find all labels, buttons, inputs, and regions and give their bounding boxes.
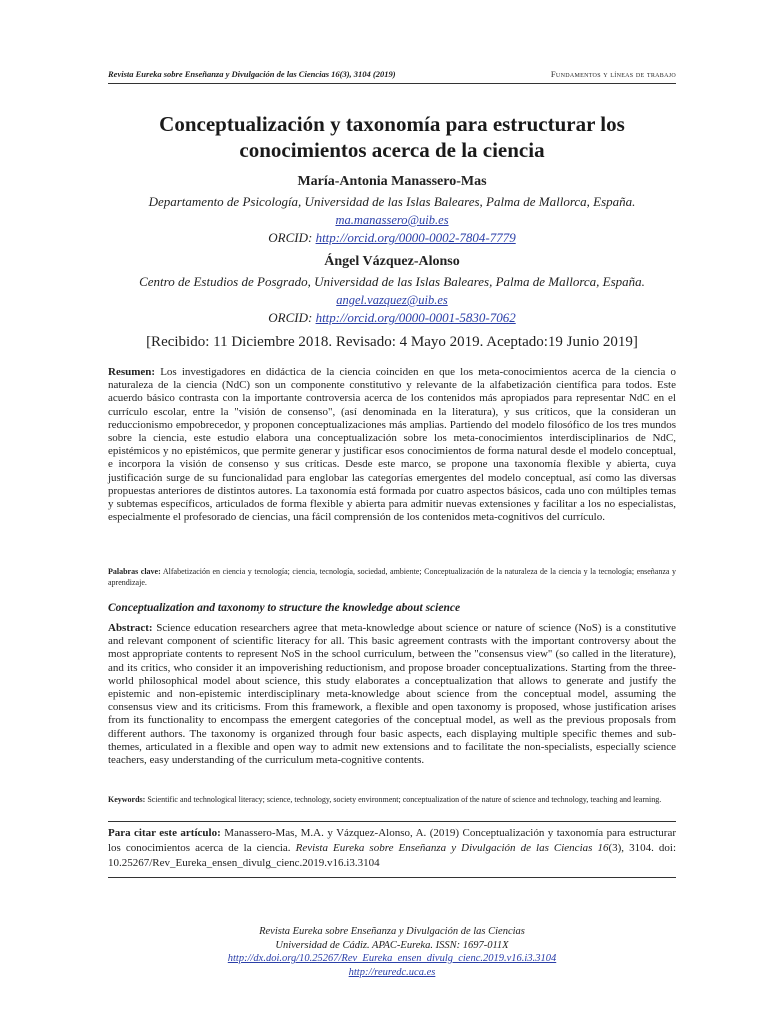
citation-issue: (3), 3104. [608, 842, 654, 854]
keywords-text: Scientific and technological literacy; science, technology, society environment; conceptualization of the nature of science and technology, teaching and learning. [147, 795, 662, 804]
author-email-link[interactable]: angel.vazquez@uib.es [336, 293, 448, 307]
submission-dates: [Recibido: 11 Diciembre 2018. Revisado: 4 Mayo 2019. Aceptado:19 Junio 2019] [146, 334, 638, 350]
article-title: Conceptualización y taxonomía para estructurar los conocimientos acerca de la ciencia [159, 112, 625, 162]
author-orcid [108, 229, 676, 247]
author-affiliation: Centro de Estudios de Posgrado, Universidad de las Islas Baleares, Palma de Mallorca, España. [139, 274, 645, 289]
author-affiliation: Departamento de Psicología, Universidad de las Islas Baleares, Palma de Mallorca, España. [148, 194, 636, 209]
resumen-label: Resumen: [108, 366, 156, 378]
citation-block [108, 826, 676, 871]
abstract-paragraph [108, 622, 676, 767]
palabras-clave-label: Palabras clave: [108, 567, 161, 576]
palabras-clave-text: Alfabetización en ciencia y tecnología; ciencia, tecnología, sociedad, ambiente; Conceptualización de la naturaleza de la ciencia y la tecnología; enseñanza y aprendizaje. [108, 567, 677, 587]
abstract-text: Science education researchers agree that meta-knowledge about science or nature of science (NoS) is a constitutive and relevant component of scientific literacy for all. This basic agreement contrasts with the important controversy about the most appropriate contents to represent NoS in the school curriculum, between the "consensus view" (so called in the literature), and its critics, who consider it an impoverishing reductionism, and propose broader conceptualizations. Starting from the three-world philosophical model about science, this study elaborates a conceptualization that allows to generate and justify the epistemic and non-epistemic interdisciplinary meta-knowledge about science from the conceptual model, assuming the consensus view and its criticisms. From this framework, a flexible and open taxonomy is proposed, whose justification arises from its functionality to encompass the emergent categories of the conceptual model, as well as the previous proposals from different authors. The taxonomy is organized through four basic aspects, each displaying multiple specific themes and sub-themes, articulated in a flexible and open way to admit new extensions and to facilitate the non-specialists, especially science teachers, easy understanding of the curriculum meta-cognitive contents. [108, 622, 676, 767]
running-head-journal: Revista Eureka sobre Enseñanza y Divulgación de las Ciencias 16(3), 3104 (2019) [108, 69, 396, 79]
orcid-label: ORCID: [268, 310, 313, 325]
abstract-label: Abstract: [108, 622, 153, 634]
orcid-link[interactable]: http://orcid.org/0000-0002-7804-7779 [315, 230, 516, 245]
orcid-link[interactable]: http://orcid.org/0000-0001-5830-7062 [315, 310, 516, 325]
footer-publisher: Universidad de Cádiz. APAC-Eureka. ISSN: 1697-011X [275, 939, 509, 951]
resumen-paragraph [108, 366, 676, 524]
header-divider [108, 83, 676, 84]
citation-bottom-divider [108, 877, 676, 878]
keywords-label: Keywords: [108, 795, 146, 804]
citation-journal: Revista Eureka sobre Enseñanza y Divulgación de las Ciencias 16 [295, 842, 609, 854]
author-orcid [108, 309, 676, 327]
author-block-1 [108, 174, 676, 247]
citation-top-divider [108, 821, 676, 822]
author-email-link[interactable]: ma.manassero@uib.es [335, 213, 449, 227]
footer-doi-link[interactable]: http://dx.doi.org/10.25267/Rev_Eureka_ensen_divulg_cienc.2019.v16.i3.3104 [227, 953, 557, 964]
author-name: Ángel Vázquez-Alonso [324, 254, 460, 269]
footer-site-link[interactable]: http://reuredc.uca.es [348, 966, 436, 978]
citation-doi: doi: 10.25267/Rev_Eureka_ensen_divulg_cienc.2019.v16.i3.3104 [108, 842, 677, 869]
author-block-2 [108, 254, 676, 327]
author-name: María-Antonia Manassero-Mas [297, 174, 487, 189]
running-head [108, 69, 676, 79]
running-head-section: Fundamentos y líneas de trabajo [550, 69, 676, 79]
palabras-clave [108, 566, 676, 588]
footer-journal-name: Revista Eureka sobre Enseñanza y Divulgación de las Ciencias [259, 926, 525, 937]
page-footer [108, 925, 676, 979]
resumen-text: Los investigadores en didáctica de la ciencia coinciden en que los meta-conocimientos acerca de la ciencia o naturaleza de la ciencia (NdC) son un componente constitutivo y relevante de la alfabetización científica para todos. Este acuerdo básico contrasta con la importante controversia acerca de los contenidos más apropiados para representar NdC en el currículo escolar, entre la "visión de consenso", (así denominada en la literatura), y sus críticos, que la consideran un reduccionismo empobrecedor, y proponen conceptualizaciones más amplias. Partiendo del modelo filosófico de los tres mundos sobre la ciencia, este estudio elabora una conceptualización sobre los meta-conocimientos interdisciplinarios de NdC, epistémicos y no epistémicos, que permite generar y justificar esos conocimientos de forma natural desde el modelo conceptual, e incorpora la visión de consenso y sus críticas. Desde este marco, se propone una taxonomía flexible y abierta, cuya justificación surge de su funcionalidad para englobar las categorías emergentes del modelo conceptual, así como las diversas propuestas anteriores de distintos autores. La taxonomía está formada por cuatro aspectos básicos, cada uno con múltiples temas y subtemas específicos, articulados de forma flexible y abierta para admitir nuevas extensiones y facilitar a los no especialistas, especialmente el profesorado de ciencias, una fácil comprensión de los contenidos meta-cognitivos del currículo. [108, 366, 676, 524]
english-title: Conceptualization and taxonomy to structure the knowledge about science [108, 602, 461, 614]
citation-authors: Manassero-Mas, M.A. y Vázquez-Alonso, A. (2019) Conceptualización y taxonomía para estructurar los conocimientos acerca de la ciencia. [108, 827, 676, 854]
orcid-label: ORCID: [268, 230, 313, 245]
keywords [108, 794, 676, 805]
citation-label: Para citar este artículo: [108, 827, 221, 839]
